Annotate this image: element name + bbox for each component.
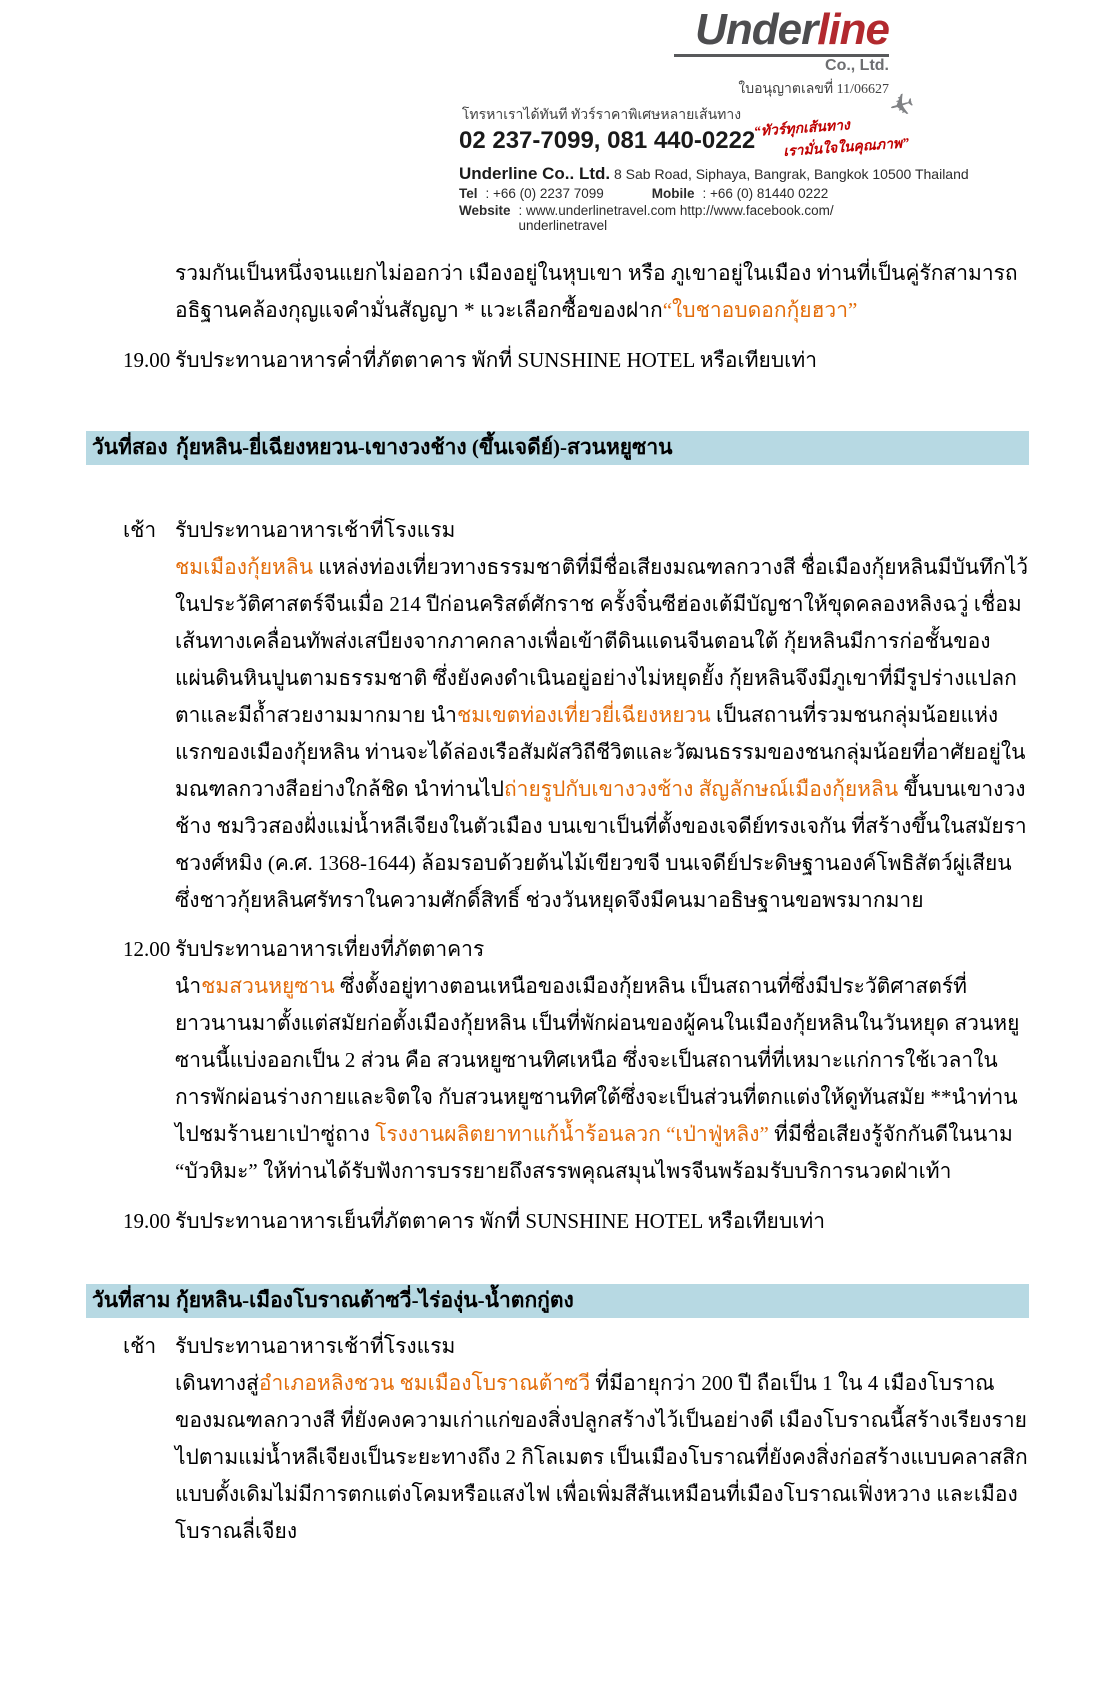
website-label: Website xyxy=(459,203,511,218)
brand-wordmark xyxy=(459,5,889,54)
company-name: Underline Co.. Ltd. xyxy=(459,164,611,183)
day3-label: วันที่สาม xyxy=(92,1288,171,1312)
schedule-row-dinner-day2 xyxy=(86,1203,1029,1240)
highlighted-text: ชมสวนหยูซาน xyxy=(201,974,335,998)
time-label: เช้า xyxy=(123,518,157,542)
day3-morning-paragraph xyxy=(175,1365,1029,1550)
promo-text: โทรหาเราได้ทันที ทัวร์ราคาพิเศษหลายเส้นทาง xyxy=(461,108,742,123)
schedule-text: รับประทานอาหารเช้าที่โรงแรม xyxy=(175,1334,456,1358)
intro-paragraph xyxy=(175,255,1029,329)
brand-suffix: line xyxy=(817,5,889,54)
schedule-row-breakfast-day3 xyxy=(86,1328,1029,1365)
airplane-icon: ✈ xyxy=(884,85,919,127)
day2-morning-paragraph xyxy=(175,549,1029,919)
schedule-text: รับประทานอาหารค่ำที่ภัตตาคาร พักที่ SUNSHINE HOTEL หรือเทียบเท่า xyxy=(175,348,817,372)
schedule-row-lunch-day2 xyxy=(86,931,1029,968)
license-number: ใบอนุญาตเลขที่ 11/06627 xyxy=(738,82,889,97)
tel-label: Tel xyxy=(459,186,478,201)
day2-section-header xyxy=(86,431,1029,465)
text-segment: นำ xyxy=(175,974,202,998)
time-label: 19.00 xyxy=(123,1209,171,1233)
text-segment: ที่มีอายุกว่า 200 ปี ถือเป็น 1 ใน 4 เมืองโบราณของมณฑลกวางสี ที่ยังคงความเก่าแก่ของสิ่งปลูกสร้างไว้เป็นอย่างดี เมืองโบราณนี้สร้างเรียงรายไปตามแม่น้ำหลีเจียงเป็นระยะทางถึง 2 กิโลเมตร เป็นเมืองโบราณที่ยังคงสิ่งก่อสร้างแบบคลาสสิกแบบดั้งเดิมไม่มีการตกแต่งโคมหรือแสงไฟ เพื่อเพิ่มสีสันเหมือนที่เมืองโบราณเฟิ่งหวาง และเมืองโบราณลี่เจียง xyxy=(175,1371,1028,1543)
day2-afternoon-paragraph xyxy=(175,968,1029,1190)
schedule-text: รับประทานอาหารเที่ยงที่ภัตตาคาร xyxy=(175,937,485,961)
day3-title: กุ้ยหลิน-เมืองโบราณต้าซวี่-ไร่องุ่น-น้ำตกกู่ตง xyxy=(176,1288,574,1312)
schedule-text: รับประทานอาหารเย็นที่ภัตตาคาร พักที่ SUNSHINE HOTEL หรือเทียบเท่า xyxy=(175,1209,825,1233)
brand-prefix: Under xyxy=(695,5,818,54)
mobile-label: Mobile xyxy=(651,186,695,201)
time-label: เช้า xyxy=(123,1334,157,1358)
promo-block xyxy=(459,104,756,160)
mobile-value: : +66 (0) 81440 0222 xyxy=(702,186,829,201)
company-logo xyxy=(459,5,889,74)
text-segment: ซึ่งตั้งอยู่ทางตอนเหนือของเมืองกุ้ยหลิน เป็นสถานที่ซึ่งมีประวัติศาสตร์ที่ยาวนานมาตั้งแต่สมัยก่อตั้งเมืองกุ้ยหลิน เป็นที่พักผ่อนของผู้คนในเมืองกุ้ยหลินในวันหยุด สวนหยูซานนี้แบ่งออกเป็น 2 ส่วน คือ สวนหยูซานทิศเหนือ ซึ่งจะเป็นสถานที่ที่เหมาะแก่การใช้เวลาในการพักผ่อนร่างกายและจิตใจ กับสวนหยูซานทิศใต้ซึ่งจะเป็นส่วนที่ตกแต่งให้ดูทันสมัย **นำท่านไปชมร้านยาเป่าซู่ถาง xyxy=(175,974,1020,1146)
text-segment: เดินทางสู่ xyxy=(175,1371,259,1395)
slogan-line-2: เรามั่นใจในคุณภาพ” xyxy=(782,136,910,161)
logo-subtitle: Co., Ltd. xyxy=(825,57,889,74)
text-segment: ที่มีชื่อเสียงรู้จักกันดีในนาม “บัวหิมะ” ให้ท่านได้รับฟังการบรรยายถึงสรรพคุณสมุนไพรจีนพร้อมรับบริการนวดฝ่าเท้า xyxy=(175,1122,1013,1183)
website-value: : www.underlinetravel.com http://www.facebook.com/ underlinetravel xyxy=(518,203,834,233)
address-text: 8 Sab Road, Siphaya, Bangrak, Bangkok 10500 Thailand xyxy=(610,166,969,182)
website-row xyxy=(459,203,889,233)
highlighted-text: อำเภอหลิงชวน ชมเมืองโบราณต้าซวี xyxy=(258,1371,591,1395)
highlighted-text: ชมเมืองกุ้ยหลิน xyxy=(175,555,314,579)
company-address xyxy=(459,164,969,184)
phone-row xyxy=(459,186,889,201)
text-segment: แหล่งท่องเที่ยวทางธรรมชาติที่มีชื่อเสียงมณฑลกวางสี ชื่อเมืองกุ้ยหลินมีบันทึกไว้ในประวัติศาสตร์จีนเมื่อ 214 ปีก่อนคริสต์ศักราช ครั้งจิ๋นซีฮ่องเต้มีบัญชาให้ขุดคลองหลิงฉวู่ เชื่อมเส้นทางเคลื่อนทัพส่งเสบียงจากภาคกลางเพื่อเข้าตีดินแดนจีนตอนใต้ กุ้ยหลินมีการก่อชั้นของแผ่นดินหินปูนตามธรรมชาติ ซึ่งยังคงดำเนินอยู่อย่างไม่หยุดยั้ง กุ้ยหลินจึงมีภูเขาที่มีรูปร่างแปลกตาและมีถ้ำสวยงามมากมาย นำ xyxy=(175,555,1029,727)
schedule-row-breakfast-day2 xyxy=(86,512,1029,549)
highlighted-text: ถ่ายรูปกับเขางวงช้าง สัญลักษณ์เมืองกุ้ยหลิน xyxy=(503,777,899,801)
phone-numbers: 02 237-7099, 081 440-0222 xyxy=(459,127,756,154)
day3-section-header xyxy=(86,1284,1029,1318)
text-segment: เป็นสถานที่รวมชนกลุ่มน้อยแห่งแรกของเมืองกุ้ยหลิน ท่านจะได้ล่องเรือสัมผัสวิถีชีวิตและวัฒนธรรมของชนกลุ่มน้อยที่อาศัยอยู่ในมณฑลกวางสีอย่างใกล้ชิด นำท่านไป xyxy=(175,703,1026,801)
text-segment: รวมกันเป็นหนึ่งจนแยกไม่ออกว่า เมืองอยู่ในหุบเขา หรือ ภูเขาอยู่ในเมือง ท่านที่เป็นคู่รักสามารถอธิฐานคล้องกุญแจคำมั่นสัญญา * แวะเลือกซื้อของฝาก xyxy=(175,261,1018,322)
day2-label: วันที่สอง xyxy=(92,435,168,459)
time-label: 12.00 xyxy=(123,937,171,961)
letterhead xyxy=(459,5,969,233)
schedule-row-dinner-day1 xyxy=(86,342,1029,379)
time-label: 19.00 xyxy=(123,348,171,372)
schedule-text: รับประทานอาหารเช้าที่โรงแรม xyxy=(175,518,456,542)
itinerary-content xyxy=(0,255,1117,1550)
day2-title: กุ้ยหลิน-ยี่เฉียงหยวน-เขางวงช้าง (ขึ้นเจดีย์)-สวนหยูซาน xyxy=(176,435,673,459)
highlighted-text: ชมเขตท่องเที่ยวยี่เฉียงหยวน xyxy=(456,703,711,727)
highlighted-text: “ใบชาอบดอกกุ้ยฮวา” xyxy=(662,298,858,322)
highlighted-text: โรงงานผลิตยาทาแก้น้ำร้อนลวก “เป่าฟู่หลิง” xyxy=(375,1122,769,1146)
tel-value: : +66 (0) 2237 7099 xyxy=(485,186,604,201)
text-segment: ขึ้นบนเขางวงช้าง ชมวิวสองฝั่งแม่น้ำหลีเจียงในตัวเมือง บนเขาเป็นที่ตั้งของเจดีย์ทรงเจกัน ที่สร้างขึ้นในสมัยราชวงศ์หมิง (ค.ศ. 1368-1644) ล้อมรอบด้วยต้นไม้เขียวขจี บนเจดีย์ประดิษฐานองค์โพธิสัตว์ผู่เสียน ซึ่งชาวกุ้ยหลินศรัทราในความศักดิ์สิทธิ์ ช่วงวันหยุดจึงมีคนมาอธิษฐานขอพรมากมาย xyxy=(175,777,1027,912)
slogan-line-1: “ทัวร์ทุกเส้นทาง xyxy=(753,118,851,141)
